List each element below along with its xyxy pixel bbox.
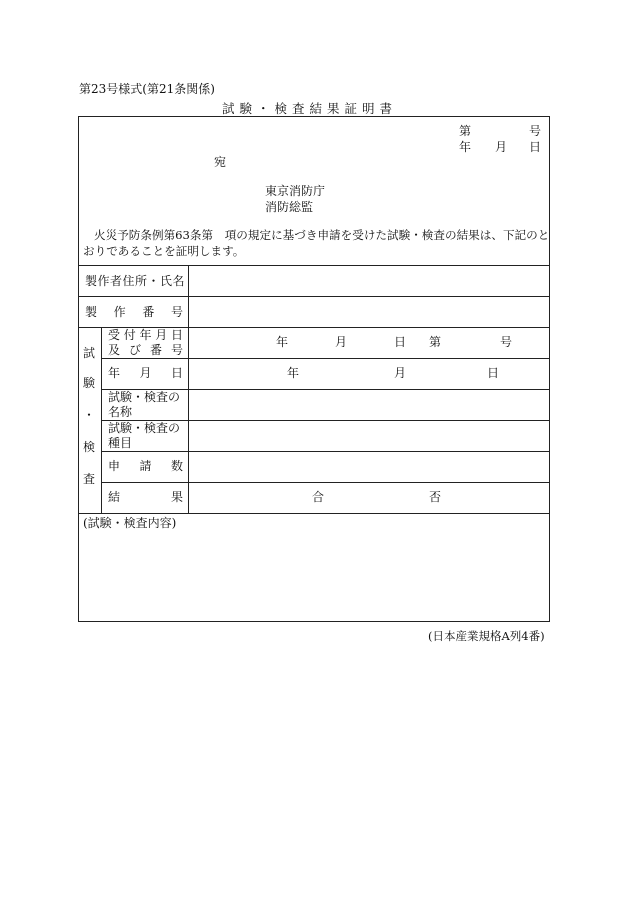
maker-label: 製作者住所・氏名 xyxy=(85,274,186,288)
test-date-label-char: 月 xyxy=(139,366,152,380)
receipt-value-year: 年 xyxy=(276,335,289,349)
group-label-char: 試 xyxy=(83,346,96,360)
test-name-label-line1: 試験・検査の xyxy=(108,390,181,404)
issuer-title: 消防総監 xyxy=(265,200,314,214)
test-date-label-char: 日 xyxy=(170,366,183,380)
test-date-year: 年 xyxy=(287,366,300,380)
receipt-value-dai: 第 xyxy=(429,335,442,349)
receipt-label-char: 月 xyxy=(155,328,168,342)
issue-number-dai: 第 xyxy=(459,124,472,138)
issuer-organization: 東京消防庁 xyxy=(265,184,326,198)
count-label-char: 請 xyxy=(139,459,152,473)
receipt-label-char: 付 xyxy=(123,328,136,342)
serial-label-char: 号 xyxy=(170,305,183,319)
group-label-char: 験 xyxy=(83,376,96,390)
rule-after-count xyxy=(101,482,550,483)
result-label-char: 果 xyxy=(170,490,183,504)
serial-label-char: 番 xyxy=(142,305,155,319)
receipt-value-day: 日 xyxy=(394,335,407,349)
test-date-label-char: 年 xyxy=(108,366,121,380)
rule-group-divider xyxy=(101,327,102,513)
receipt-label-line1 xyxy=(108,329,183,341)
count-label-char: 数 xyxy=(170,459,183,473)
rule-label-divider xyxy=(188,265,189,513)
issue-date-year: 年 xyxy=(459,140,472,154)
test-kind-label-line2: 種目 xyxy=(108,436,133,450)
document-title: 試験・検査結果証明書 xyxy=(222,101,398,116)
test-date-month: 月 xyxy=(394,366,407,380)
certification-statement-line1: 火災予防条例第63条第 項の規定に基づき申請を受けた試験・検査の結果は、下記のと xyxy=(94,228,550,242)
rule-top-table xyxy=(79,265,550,266)
group-label-char: ・ xyxy=(83,408,96,422)
receipt-value-go: 号 xyxy=(500,335,513,349)
issue-date-month: 月 xyxy=(495,140,508,154)
form-number: 第23号様式(第21条関係) xyxy=(79,82,215,96)
paper-standard-note: (日本産業規格A列4番) xyxy=(428,629,545,643)
serial-label-char: 作 xyxy=(113,305,126,319)
group-label-char: 査 xyxy=(83,472,96,486)
result-label xyxy=(108,491,183,503)
receipt-label-char: 受 xyxy=(108,328,121,342)
receipt-label-char: 番 xyxy=(149,343,162,357)
group-label-char: 検 xyxy=(83,440,96,454)
test-date-label xyxy=(108,367,183,379)
issue-number-go: 号 xyxy=(529,124,542,138)
rule-after-result xyxy=(79,513,550,514)
result-fail: 否 xyxy=(429,490,442,504)
receipt-value-month: 月 xyxy=(335,335,348,349)
receipt-label-char: 及 xyxy=(108,343,121,357)
rule-after-receipt xyxy=(101,358,550,359)
receipt-label-char: 年 xyxy=(139,328,152,342)
receipt-label-char: 日 xyxy=(170,328,183,342)
certification-statement-line2: おりであることを証明します。 xyxy=(83,244,245,258)
receipt-label-line2 xyxy=(108,344,183,356)
receipt-label-char: 号 xyxy=(170,343,183,357)
application-count-label xyxy=(108,460,183,472)
test-content-label: (試験・検査内容) xyxy=(83,516,177,530)
test-kind-label-line1: 試験・検査の xyxy=(108,421,181,435)
test-date-day: 日 xyxy=(487,366,500,380)
certificate-form xyxy=(78,116,550,622)
addressee-suffix: 宛 xyxy=(214,155,227,169)
result-pass: 合 xyxy=(312,490,325,504)
rule-after-maker xyxy=(79,296,550,297)
receipt-label-char: び xyxy=(128,343,141,357)
issue-date-day: 日 xyxy=(529,140,542,154)
serial-label-char: 製 xyxy=(85,305,98,319)
count-label-char: 申 xyxy=(108,459,121,473)
result-label-char: 結 xyxy=(108,490,121,504)
serial-number-label xyxy=(85,306,183,318)
rule-after-kind xyxy=(101,451,550,452)
test-name-label-line2: 名称 xyxy=(108,405,133,419)
